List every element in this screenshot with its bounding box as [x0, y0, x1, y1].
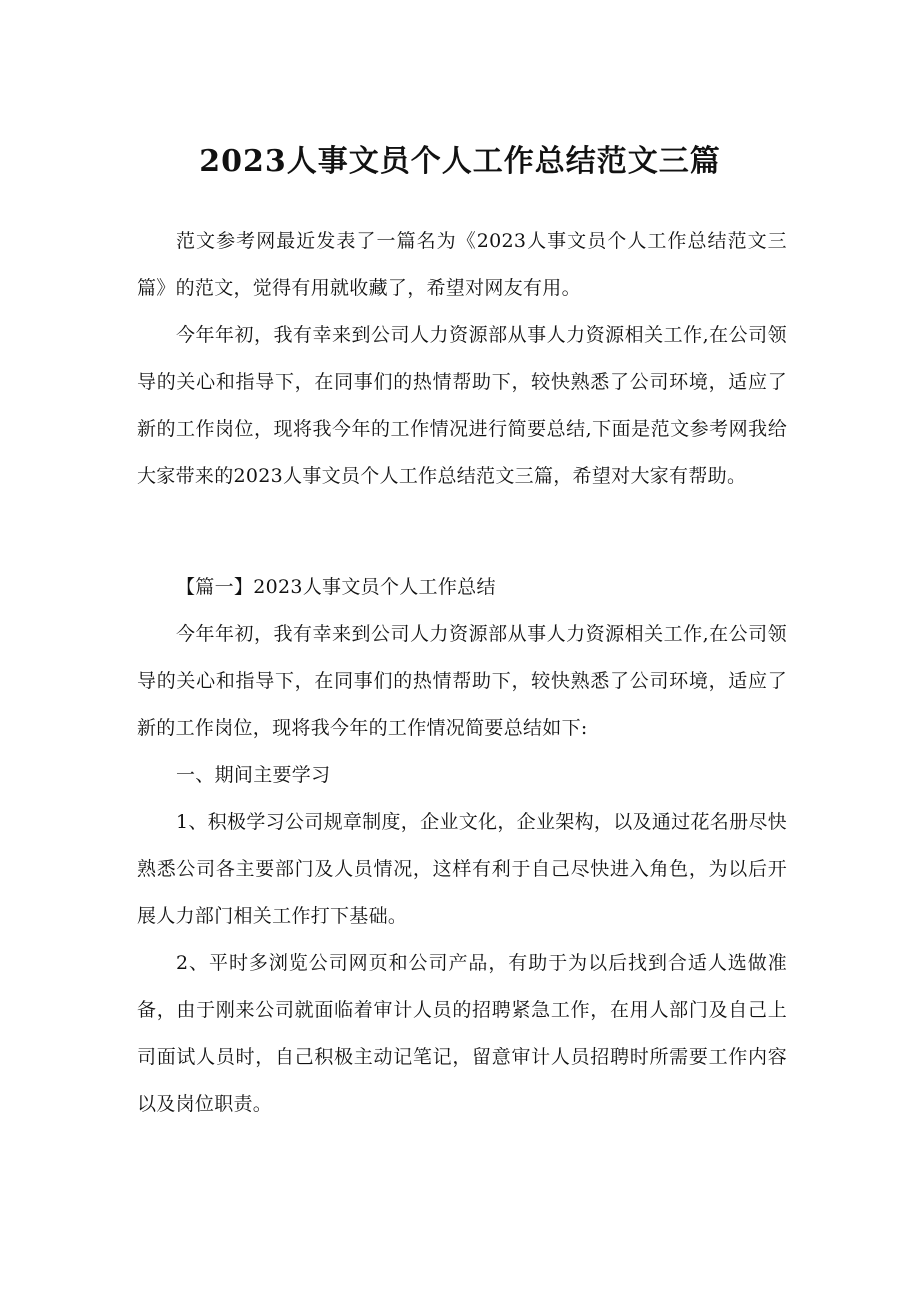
document-title: 2023人事文员个人工作总结范文三篇 — [199, 144, 721, 179]
list-item-2: 2、平时多浏览公司网页和公司产品，有助于为以后找到合适人选做准备，由于刚来公司就面临着审计人员的招聘紧急工作，在用人部门及自己上司面试人员时，自己积极主动记笔记，留意审计人员招聘时所需要工作内容以及岗位职责。 — [137, 952, 787, 1115]
list-item-1: 1、积极学习公司规章制度，企业文化，企业架构，以及通过花名册尽快熟悉公司各主要部门及人员情况，这样有利于自己尽快进入角色，为以后开展人力部门相关工作打下基础。 — [137, 811, 787, 927]
lead-paragraph: 今年年初，我有幸来到公司人力资源部从事人力资源相关工作,在公司领导的关心和指导下，在同事们的热情帮助下，较快熟悉了公司环境，适应了新的工作岗位，现将我今年的工作情况进行简要总结,下面是范文参考网我给大家带来的2023人事文员个人工作总结范文三篇，希望对大家有帮助。 — [137, 324, 787, 487]
subheading-study: 一、期间主要学习 — [176, 764, 331, 786]
document-body — [137, 218, 787, 1128]
section-spacer — [137, 500, 787, 564]
section-paragraph-1: 今年年初，我有幸来到公司人力资源部从事人力资源相关工作,在公司领导的关心和指导下，在同事们的热情帮助下，较快熟悉了公司环境，适应了新的工作岗位，现将我今年的工作情况简要总结如下: — [137, 623, 787, 739]
intro-paragraph: 范文参考网最近发表了一篇名为《2023人事文员个人工作总结范文三篇》的范文，觉得有用就收藏了，希望对网友有用。 — [137, 230, 787, 299]
section-heading: 【篇一】2023人事文员个人工作总结 — [176, 576, 496, 598]
